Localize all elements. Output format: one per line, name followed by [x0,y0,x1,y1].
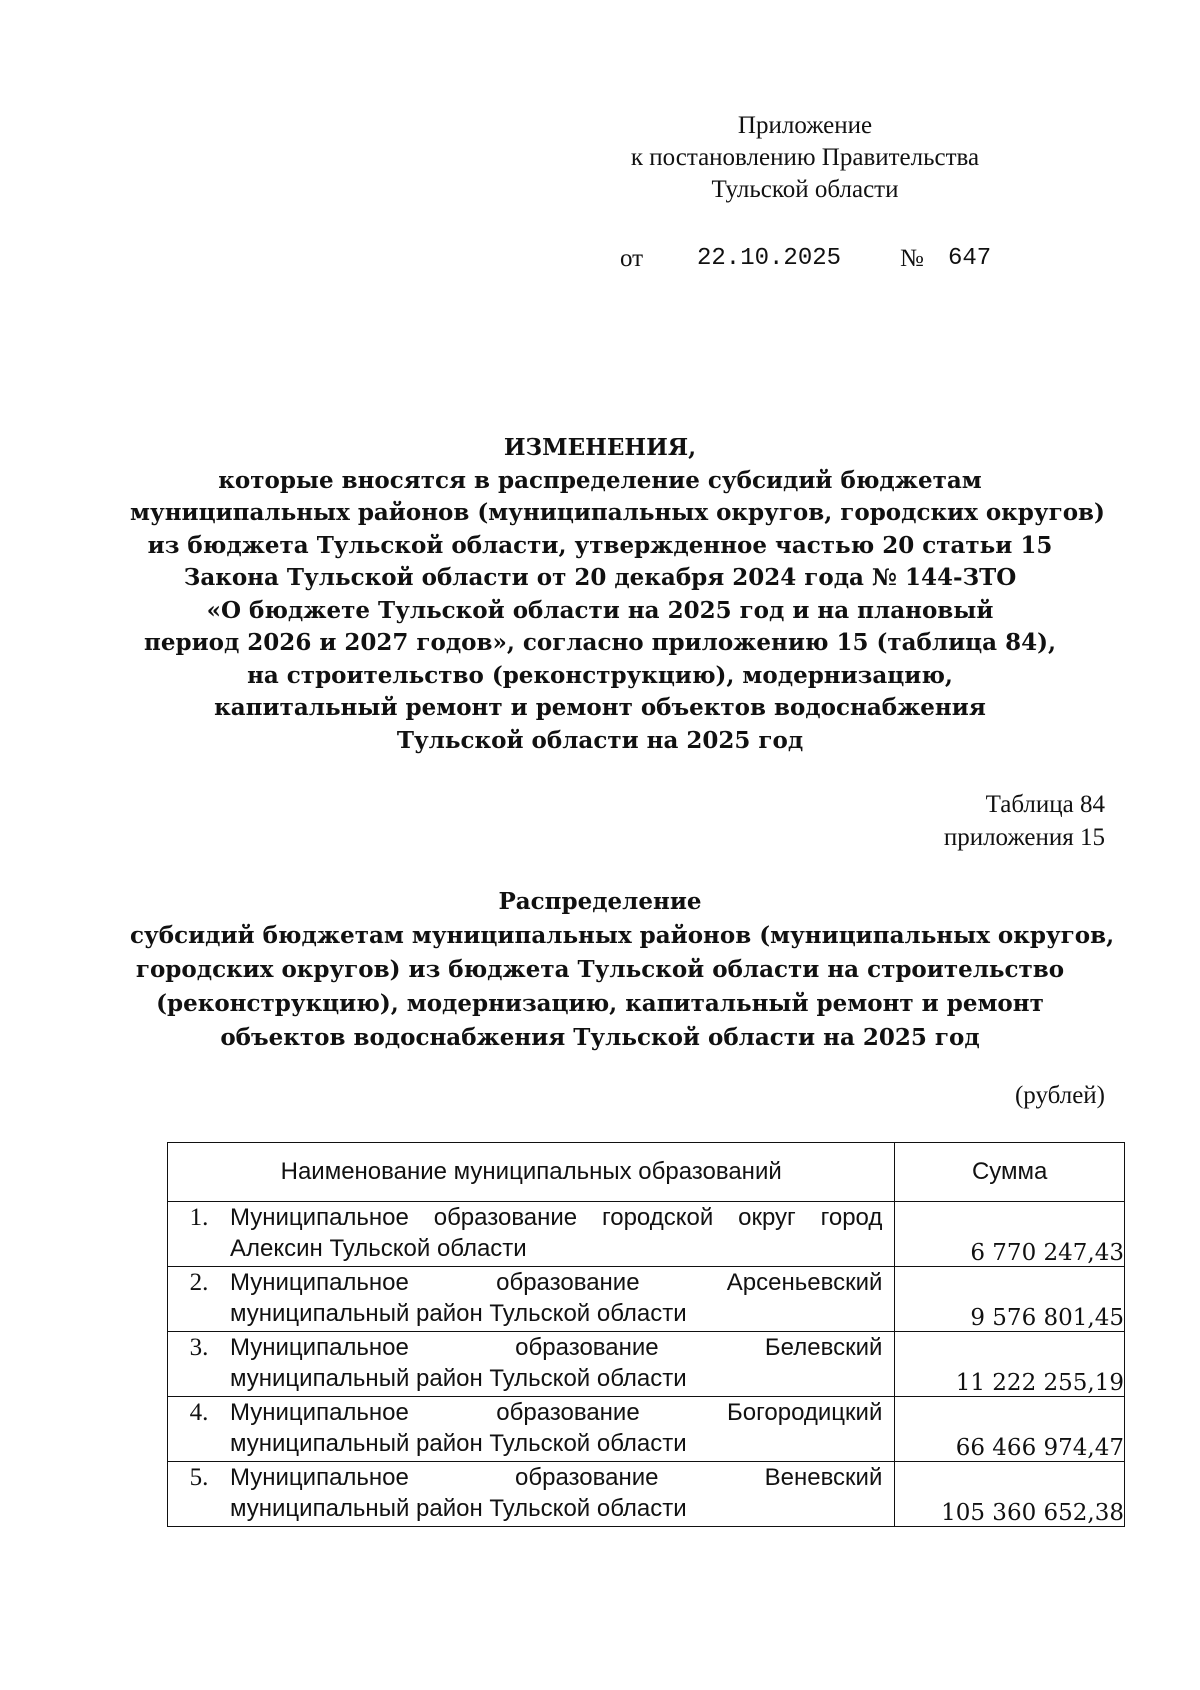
row-name-line-2: муниципальный район Тульской области [230,1365,687,1392]
row-name [230,1332,894,1396]
table-row [168,1397,1125,1462]
header-name: Наименование муниципальных образований [168,1143,895,1202]
order-date: 22.10.2025 [697,245,842,272]
appendix-line-3: Тульской области [711,176,899,203]
distribution-title-line: (реконструкцию), модернизацию, капитальный ремонт и ремонт [156,990,1044,1017]
changes-title [130,432,1105,757]
table-reference-line-2: приложения 15 [943,824,1105,851]
row-sum: 105 360 652,38 [895,1462,1125,1527]
row-name-line-1: Муниципальное образование городской округ город [230,1204,883,1231]
row-index: 3. [189,1334,209,1361]
appendix-header [580,110,1030,206]
row-name-line-1: Муниципальное образование Веневский [230,1464,883,1491]
table-header-row [168,1143,1125,1202]
row-name-line-1: Муниципальное образование Богородицкий [230,1399,883,1426]
table-reference-line-1: Таблица 84 [985,791,1105,818]
changes-title-line: «О бюджете Тульской области на 2025 год и на плановый [206,596,994,624]
row-name [230,1462,894,1526]
row-name-line-2: муниципальный район Тульской области [230,1430,687,1457]
currency-unit: (рублей) [1014,1082,1105,1109]
changes-title-line: на строительство (реконструкцию), модернизацию, [247,661,953,689]
row-name-line-2: муниципальный район Тульской области [230,1495,687,1522]
header-sum: Сумма [895,1143,1125,1202]
row-name-line-2: муниципальный район Тульской области [230,1300,687,1327]
distribution-table [167,1142,1125,1527]
changes-title-line: ИЗМЕНЕНИЯ, [503,434,697,461]
row-sum: 11 222 255,19 [895,1332,1125,1397]
table-reference [944,788,1105,854]
order-number: 647 [948,245,992,272]
distribution-title [130,885,1115,1055]
table-row [168,1202,1125,1267]
row-index: 1. [189,1204,209,1231]
row-name [230,1397,894,1461]
changes-title-line: Тульской области на 2025 год [396,726,804,754]
changes-title-line: муниципальных районов (муниципальных округов, городских округов) [130,499,1105,526]
order-number-sign: № [900,245,924,272]
row-name-line-1: Муниципальное образование Арсеньевский [230,1269,883,1296]
table-row [168,1332,1125,1397]
changes-title-line: капитальный ремонт и ремонт объектов водоснабжения [214,694,986,721]
table-row [168,1267,1125,1332]
changes-title-line: Закона Тульской области от 20 декабря 2024 года № 144-ЗТО [183,564,1017,591]
row-name-line-2: Алексин Тульской области [230,1235,527,1262]
row-index: 2. [189,1269,209,1296]
distribution-title-line: Распределение [498,888,702,915]
table-row [168,1462,1125,1527]
row-name [230,1267,894,1331]
appendix-line-1: Приложение [737,112,873,139]
changes-title-line: период 2026 и 2027 годов», согласно приложению 15 (таблица 84), [144,629,1056,656]
row-sum: 6 770 247,43 [895,1202,1125,1267]
distribution-title-line: объектов водоснабжения Тульской области на 2025 год [220,1024,980,1051]
row-sum: 66 466 974,47 [895,1397,1125,1462]
changes-title-line: из бюджета Тульской области, утвержденное частью 20 статьи 15 [147,531,1053,559]
row-index: 4. [189,1399,209,1426]
order-from-label: от [620,245,644,272]
row-index: 5. [189,1464,209,1491]
row-sum: 9 576 801,45 [895,1267,1125,1332]
appendix-line-2: к постановлению Правительства [630,144,980,171]
row-name [230,1202,894,1266]
changes-title-line: которые вносятся в распределение субсидий бюджетам [218,466,982,494]
distribution-title-line: городских округов) из бюджета Тульской области на строительство [135,956,1065,983]
row-name-line-1: Муниципальное образование Белевский [230,1334,883,1361]
distribution-title-line: субсидий бюджетам муниципальных районов (муниципальных округов, [130,922,1115,949]
